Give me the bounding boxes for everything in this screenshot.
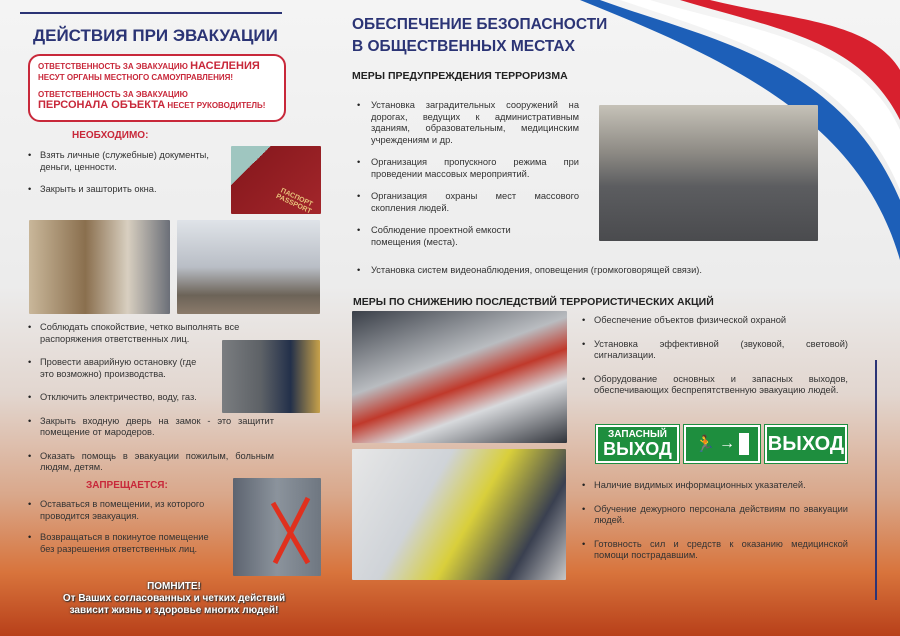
prevention-list: [357, 100, 579, 248]
required-heading: НЕОБХОДИМО:: [72, 130, 149, 141]
exit-sign: ВЫХОД: [765, 425, 847, 463]
notice-emphasis: ПЕРСОНАЛА ОБЪЕКТА: [38, 99, 166, 111]
sign-text: ЗАПАСНЫЙ: [608, 429, 667, 440]
security-title: [352, 14, 607, 58]
list-item: • Установка систем видеонаблюдения, оповещения (громкоговорящей связи).: [357, 265, 777, 277]
remember-text: зависит жизнь и здоровье многих людей!: [69, 605, 279, 616]
passport-label: ПАСПОРТ PASSPORT: [274, 187, 314, 216]
remember-title: ПОМНИТЕ!: [147, 581, 201, 592]
train-patrol-photo: [352, 311, 567, 443]
list-item: • Наличие видимых информационных указателей.: [582, 480, 848, 492]
notice-text: ОТВЕТСТВЕННОСТЬ ЗА ЭВАКУАЦИЮ: [38, 90, 188, 99]
cross-icon: [233, 478, 321, 576]
list-item: • Установка заградительных сооружений на дорогах, ведущих к административным зданиям, образовательным, медицинским учреждениям и др.: [357, 100, 579, 146]
notice-text: НЕСУТ ОРГАНЫ МЕСТНОГО САМОУПРАВЛЕНИЯ!: [38, 73, 234, 82]
security-guards-photo: [599, 105, 818, 241]
exit-arrow-sign: [684, 425, 760, 463]
spare-exit-sign: [596, 425, 679, 463]
mitigation-list-top: [582, 315, 848, 397]
responsibility-notice: [28, 54, 286, 122]
required-list-top: [28, 150, 218, 196]
arrow-icon: →: [718, 435, 735, 452]
passport-photo: [231, 146, 321, 214]
prevention-heading: МЕРЫ ПРЕДУПРЕЖДЕНИЯ ТЕРРОРИЗМА: [352, 70, 568, 82]
list-item: • Соблюдать спокойствие, четко выполнять все распоряжения ответственных лиц.: [28, 322, 274, 345]
list-item: • Взять личные (служебные) документы, деньги, ценности.: [28, 150, 218, 173]
list-item: • Организация охраны мест массового скопления людей.: [357, 191, 579, 214]
sign-text: ВЫХОД: [603, 439, 672, 459]
list-item: • Оборудование основных и запасных выходов, обеспечивающих беспрепятственную эвакуацию людей.: [582, 374, 848, 397]
running-man-icon: 🏃: [695, 436, 715, 453]
list-item: • Обеспечение объектов физической охраной: [582, 315, 848, 327]
remember-block: [28, 581, 320, 617]
notice-text: НЕСЕТ РУКОВОДИТЕЛЬ!: [165, 101, 266, 110]
door-icon: [739, 433, 749, 455]
notice-text: ОТВЕТСТВЕННОСТЬ ЗА ЭВАКУАЦИЮ: [38, 62, 191, 71]
list-item: • Возвращаться в покинутое помещение без разрешения ответственных лиц.: [28, 532, 218, 555]
ambulance-photo: [352, 449, 566, 580]
forbidden-list: [28, 499, 218, 555]
list-item: • Закрыть и зашторить окна.: [28, 184, 218, 196]
title-line: ОБЕСПЕЧЕНИЕ БЕЗОПАСНОСТИ: [352, 16, 608, 33]
list-item: • Обучение дежурного персонала действиям по эвакуации людей.: [582, 504, 848, 527]
prevention-list-wide: [357, 265, 777, 277]
right-divider: [875, 360, 877, 600]
remember-text: От Ваших согласованных и четких действий: [62, 593, 286, 604]
list-item: • Готовность сил и средств к оказанию медицинской помощи пострадавшим.: [582, 539, 848, 562]
evacuation-title: ДЕЙСТВИЯ ПРИ ЭВАКУАЦИИ: [33, 26, 278, 45]
notice-emphasis: НАСЕЛЕНИЯ: [190, 60, 260, 72]
list-item: • Закрыть входную дверь на замок - это защитит помещение от мародеров.: [28, 416, 274, 439]
list-item: • Провести аварийную остановку (где это возможно) производства.: [28, 357, 208, 380]
stairs-evacuation-photo: [29, 220, 170, 314]
list-item: • Оказать помощь в эвакуации пожилым, больным людям, детям.: [28, 451, 274, 474]
list-item: • Соблюдение проектной емкости помещения (места).: [357, 225, 547, 248]
top-divider: [20, 12, 282, 14]
title-line: В ОБЩЕСТВЕННЫХ МЕСТАХ: [352, 38, 575, 55]
mitigation-list-bottom: [582, 480, 848, 562]
forbidden-heading: ЗАПРЕЩАЕТСЯ:: [86, 480, 168, 491]
mitigation-heading: МЕРЫ ПО СНИЖЕНИЮ ПОСЛЕДСТВИЙ ТЕРРОРИСТИЧЕСКИХ АКЦИЙ: [353, 296, 714, 308]
electrical-panel-photo: [222, 340, 320, 413]
list-item: • Организация пропускного режима при проведении массовых мероприятий.: [357, 157, 579, 180]
list-item: • Отключить электричество, воду, газ.: [28, 392, 218, 404]
list-item: • Установка эффективной (звуковой, световой) сигнализации.: [582, 339, 848, 362]
building-evacuation-photo: [177, 220, 320, 314]
list-item: • Оставаться в помещении, из которого проводится эвакуация.: [28, 499, 218, 522]
locked-door-photo: [233, 478, 321, 576]
